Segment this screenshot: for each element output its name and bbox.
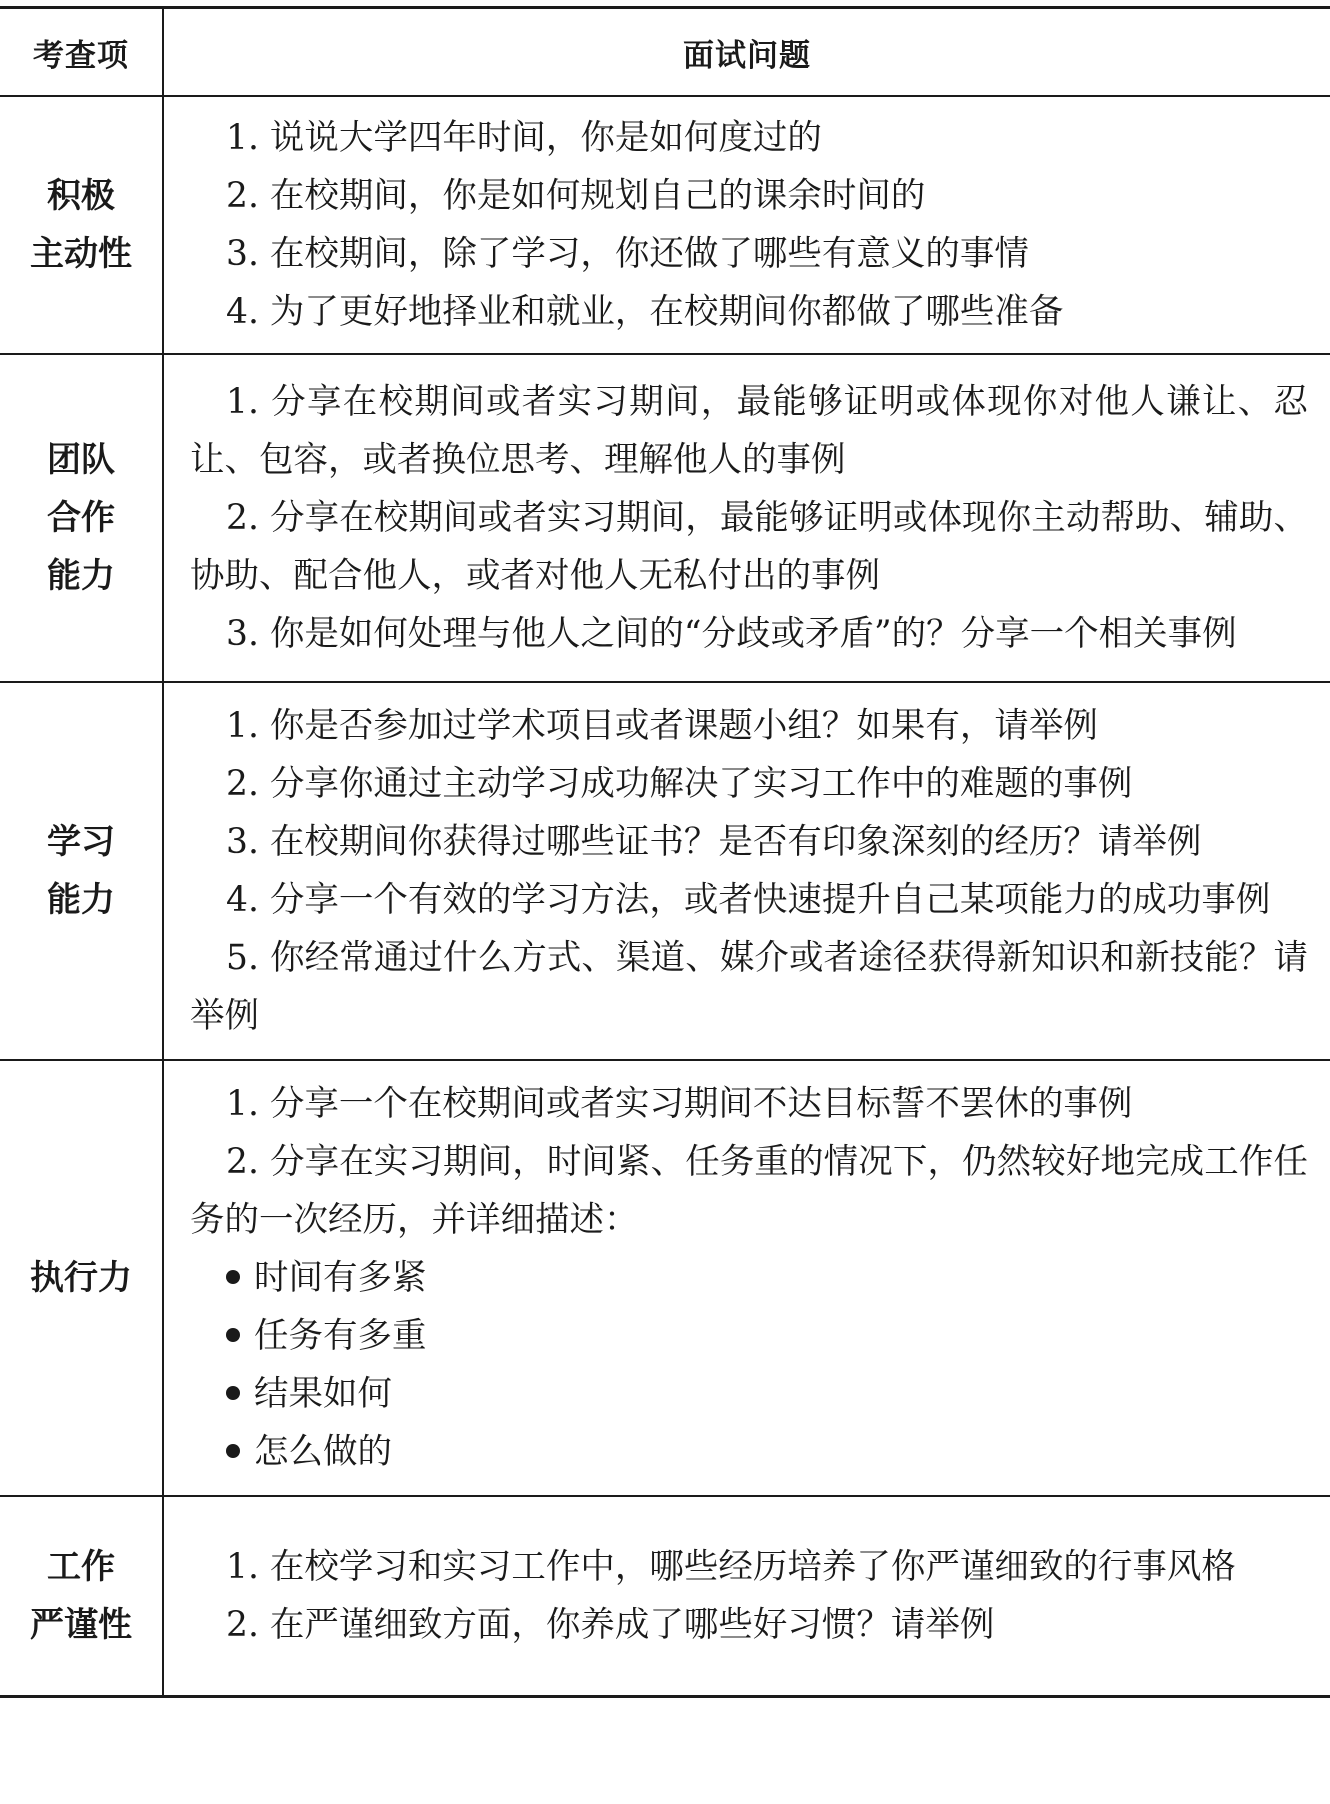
- questions-cell: [163, 96, 1330, 354]
- question-item: 2. 分享在实习期间，时间紧、任务重的情况下，仍然较好地完成工作任务的一次经历，并详细描述：: [190, 1142, 1308, 1240]
- question-item: 3. 你是如何处理与他人之间的“分歧或矛盾”的？分享一个相关事例: [226, 614, 1237, 654]
- table-row: [0, 354, 1330, 682]
- questions-cell: [163, 682, 1330, 1060]
- category-label: 执行力: [30, 1258, 132, 1298]
- category-label: 主动性: [30, 234, 132, 274]
- question-item: 1. 分享一个在校期间或者实习期间不达目标誓不罢休的事例: [226, 1084, 1133, 1124]
- bullet-item: [190, 1307, 1308, 1365]
- question-item: 4. 分享一个有效的学习方法，或者快速提升自己某项能力的成功事例: [226, 880, 1271, 920]
- bullet-icon: [226, 1270, 240, 1284]
- question-item: 5. 你经常通过什么方式、渠道、媒介或者途径获得新知识和新技能？请举例: [190, 938, 1308, 1036]
- table-row: [0, 96, 1330, 354]
- question-item: 1. 在校学习和实习工作中，哪些经历培养了你严谨细致的行事风格: [226, 1546, 1236, 1587]
- category-cell: [0, 1060, 163, 1496]
- question-item: 3. 在校期间你获得过哪些证书？是否有印象深刻的经历？请举例: [226, 822, 1202, 862]
- table-row: [0, 1060, 1330, 1496]
- bullet-icon: [226, 1386, 240, 1400]
- category-label: 积极: [47, 176, 115, 216]
- bullet-text: 任务有多重: [254, 1316, 427, 1356]
- category-cell: [0, 1496, 163, 1696]
- question-item: 2. 在严谨细致方面，你养成了哪些好习惯？请举例: [226, 1604, 995, 1645]
- category-label: 合作: [47, 498, 115, 538]
- question-item: 3. 在校期间，除了学习，你还做了哪些有意义的事情: [226, 234, 1029, 274]
- bullet-icon: [226, 1328, 240, 1342]
- question-item: 1. 你是否参加过学术项目或者课题小组？如果有，请举例: [226, 706, 1098, 746]
- table-row: [0, 682, 1330, 1060]
- question-item: 1. 分享在校期间或者实习期间，最能够证明或体现你对他人谦让、忍让、包容，或者换位思考、理解他人的事例: [190, 382, 1308, 480]
- header-row: [0, 8, 1330, 97]
- question-item: 2. 分享在校期间或者实习期间，最能够证明或体现你主动帮助、辅助、协助、配合他人，或者对他人无私付出的事例: [190, 498, 1308, 596]
- question-item: 4. 为了更好地择业和就业，在校期间你都做了哪些准备: [226, 292, 1064, 332]
- bullet-icon: [226, 1444, 240, 1458]
- bullet-text: 结果如何: [254, 1374, 392, 1414]
- category-label: 严谨性: [30, 1604, 132, 1645]
- category-label: 能力: [47, 556, 115, 596]
- questions-cell: [163, 354, 1330, 682]
- category-cell: [0, 682, 163, 1060]
- questions-cell: [163, 1496, 1330, 1696]
- header-questions: 面试问题: [163, 8, 1330, 97]
- category-label: 团队: [47, 440, 115, 480]
- questions-cell: [163, 1060, 1330, 1496]
- category-label: 学习: [47, 822, 115, 862]
- question-item: 2. 在校期间，你是如何规划自己的课余时间的: [226, 176, 926, 216]
- category-cell: [0, 96, 163, 354]
- question-item: 2. 分享你通过主动学习成功解决了实习工作中的难题的事例: [226, 764, 1133, 804]
- category-cell: [0, 354, 163, 682]
- bullet-text: 时间有多紧: [254, 1258, 427, 1298]
- bullet-item: [190, 1249, 1308, 1307]
- bullet-item: [190, 1365, 1308, 1423]
- interview-questions-table: [0, 6, 1330, 1698]
- question-item: 1. 说说大学四年时间，你是如何度过的: [226, 118, 822, 158]
- table-row: [0, 1496, 1330, 1696]
- bullet-item: [190, 1423, 1308, 1481]
- header-category: 考查项: [0, 8, 163, 97]
- category-label: 工作: [47, 1546, 115, 1587]
- bullet-text: 怎么做的: [254, 1432, 392, 1472]
- category-label: 能力: [47, 880, 115, 920]
